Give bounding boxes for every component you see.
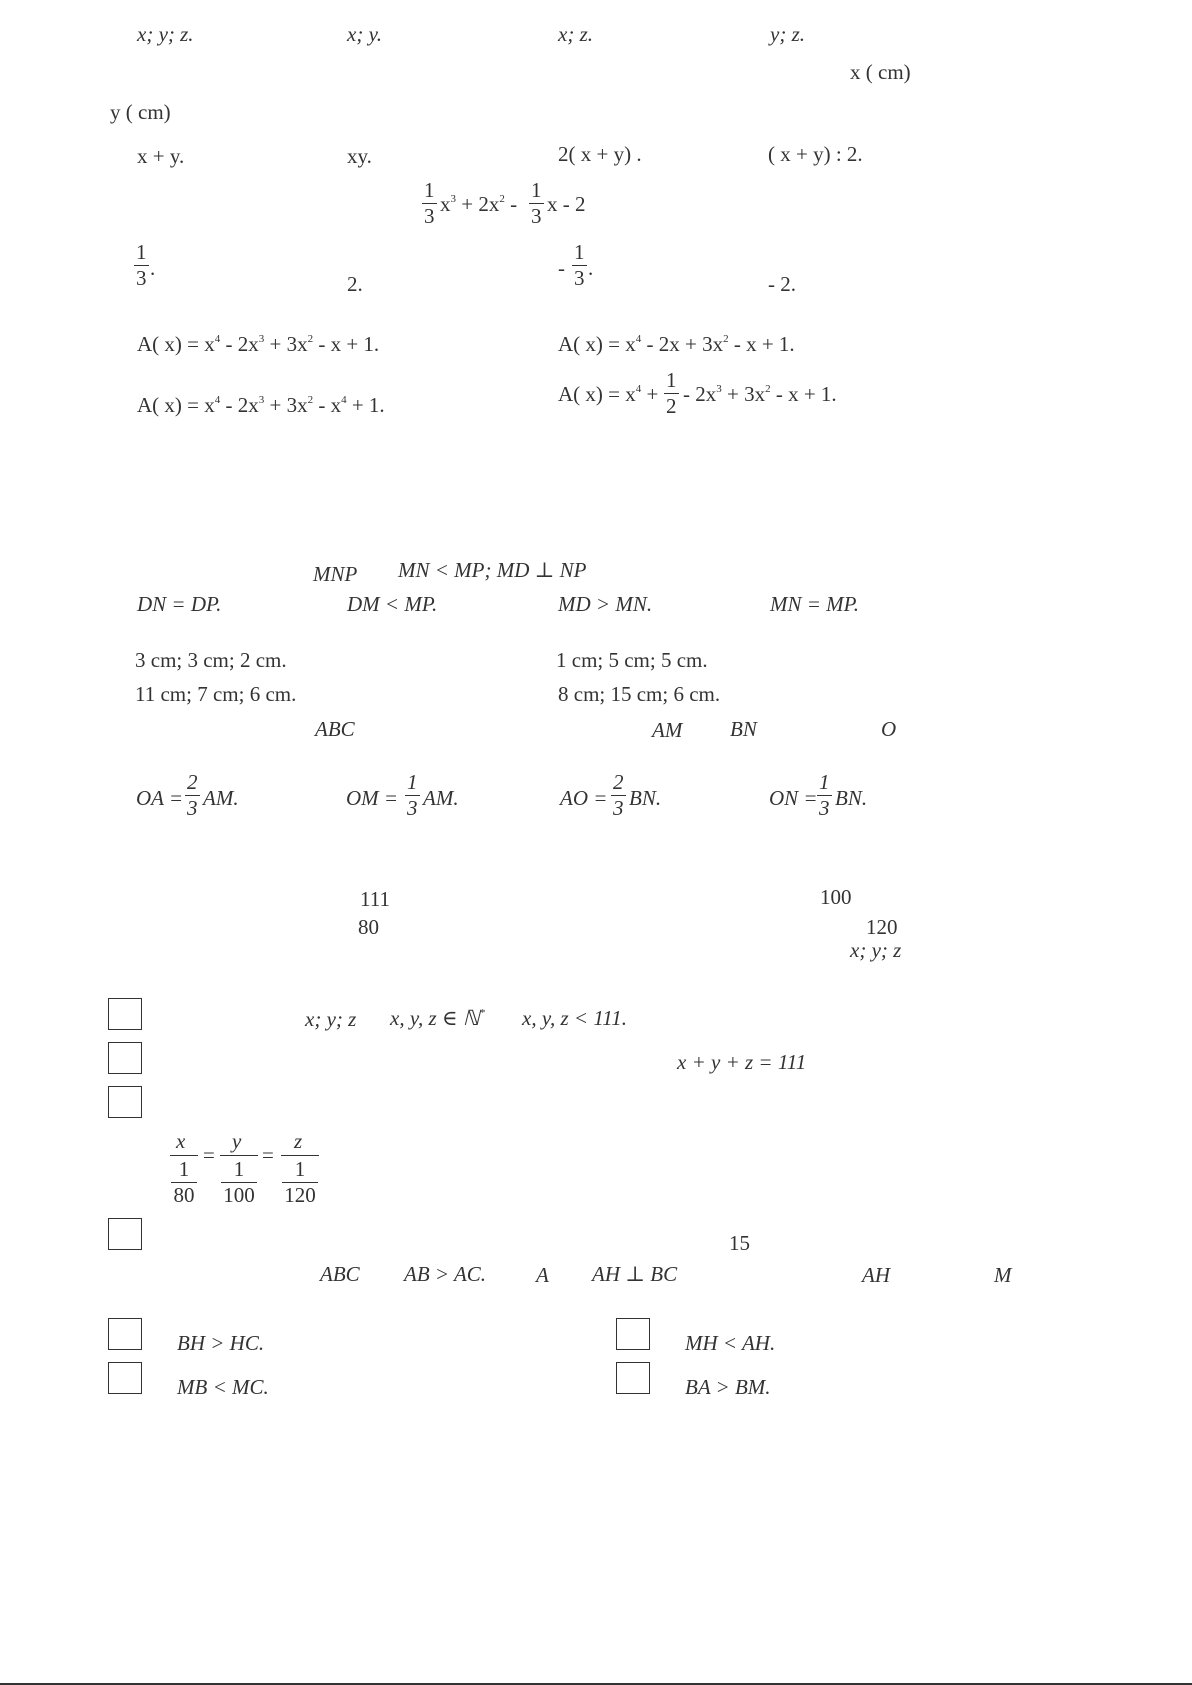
- option-b-text: 1 cm; 5 cm; 5 cm.: [556, 648, 708, 672]
- option-d-expression-start: [558, 384, 658, 405]
- option-a-fraction: [185, 772, 200, 819]
- denominator: 3: [407, 796, 418, 820]
- denominator: 3: [424, 204, 435, 228]
- var-z: z: [294, 1129, 303, 1153]
- option-c-fraction: [572, 242, 587, 289]
- numerator: 2: [613, 770, 624, 794]
- option-d-fraction: [664, 370, 679, 417]
- rect-height-label: y ( cm): [110, 100, 171, 124]
- expr-part: A( x) = x: [137, 332, 215, 356]
- exponent: 2: [307, 394, 314, 406]
- poly-part: -: [504, 192, 518, 216]
- number-value: 111: [360, 887, 390, 911]
- exponent: 2: [499, 193, 505, 205]
- option-d-text: ( x + y) : 2.: [768, 142, 863, 166]
- numerator: 1: [531, 178, 542, 202]
- median-label: BN: [730, 717, 757, 741]
- fraction: [171, 1159, 197, 1206]
- equals-sign: =: [262, 1143, 274, 1167]
- triangle-condition: MN < MP; MD ⊥ NP: [398, 558, 587, 582]
- numerator: 1: [171, 1159, 197, 1183]
- expr-part: - x: [313, 393, 342, 417]
- statement-d: BA > BM.: [685, 1375, 771, 1399]
- answer-checkbox[interactable]: [108, 1042, 142, 1074]
- vertex-label: A: [536, 1263, 549, 1287]
- answer-checkbox[interactable]: [108, 1318, 142, 1350]
- option-d-text: - 2.: [768, 272, 796, 296]
- expr-part: - 2x: [220, 332, 259, 356]
- option-a-pre: OA =: [136, 786, 184, 810]
- exponent: 4: [635, 383, 642, 395]
- triangle-name: ABC: [315, 717, 355, 741]
- numerator: 1: [819, 770, 830, 794]
- option-c-fraction: [611, 772, 626, 819]
- option-d-text: y; z.: [770, 22, 805, 46]
- statement-a: BH > HC.: [177, 1331, 265, 1355]
- exponent: 2: [765, 383, 771, 395]
- option-d-text: 8 cm; 15 cm; 6 cm.: [558, 682, 721, 706]
- exponent: 3: [450, 193, 456, 205]
- option-c-text: 2( x + y) .: [558, 142, 642, 166]
- expr-part: - x + 1.: [728, 332, 795, 356]
- option-c-pre: AO =: [560, 786, 608, 810]
- number-value: 80: [358, 915, 379, 939]
- statement-c: MB < MC.: [177, 1375, 269, 1399]
- poly-part: x: [440, 192, 451, 216]
- exponent: 2: [723, 333, 729, 345]
- denominator: 3: [187, 796, 198, 820]
- expr-part: + 3x: [264, 393, 308, 417]
- option-a-fraction: [134, 242, 149, 289]
- option-d-expression-end: [683, 384, 837, 405]
- numerator: 2: [187, 770, 198, 794]
- option-a-text: DN = DP.: [137, 592, 222, 616]
- option-a-post: AM.: [203, 786, 239, 810]
- numerator: 1: [666, 368, 677, 392]
- expr-part: - 2x: [683, 382, 717, 406]
- point-label: M: [994, 1263, 1012, 1287]
- exponent: 4: [341, 394, 347, 406]
- expr-part: A( x) = x: [137, 393, 215, 417]
- denominator: 3: [531, 204, 542, 228]
- expr-part: - 2x: [220, 393, 259, 417]
- number-value: 120: [866, 915, 898, 939]
- option-c-text: 11 cm; 7 cm; 6 cm.: [135, 682, 297, 706]
- option-c-text: x; z.: [558, 22, 593, 46]
- poly-part: + 2x: [456, 192, 500, 216]
- exponent: 4: [214, 333, 221, 345]
- denominator: 3: [819, 796, 830, 820]
- exponent: 3: [258, 333, 265, 345]
- variables-label: x; y; z: [850, 938, 902, 962]
- number-value: 100: [820, 885, 852, 909]
- answer-checkbox[interactable]: [108, 998, 142, 1030]
- altitude-condition: AH ⊥ BC: [592, 1262, 678, 1286]
- denominator: 3: [574, 266, 585, 290]
- option-a-text: x + y.: [137, 144, 185, 168]
- option-b-text: x; y.: [347, 22, 382, 46]
- option-a-text: 3 cm; 3 cm; 2 cm.: [135, 648, 287, 672]
- expr-part: - x + 1.: [770, 382, 837, 406]
- option-d-fraction: [817, 772, 832, 819]
- option-c-post: BN.: [629, 786, 662, 810]
- statement-set: [390, 1008, 485, 1029]
- fraction: [221, 1159, 257, 1206]
- expr-part: + 3x: [264, 332, 308, 356]
- altitude-label: AH: [862, 1263, 890, 1287]
- numerator: 1: [407, 770, 418, 794]
- denominator: 80: [173, 1183, 195, 1207]
- option-c-text: MD > MN.: [558, 592, 653, 616]
- fraction: [529, 180, 544, 227]
- numerator: 1: [424, 178, 435, 202]
- answer-checkbox[interactable]: [108, 1362, 142, 1394]
- exponent: 2: [307, 333, 314, 345]
- statement-b: MH < AH.: [685, 1331, 776, 1355]
- poly-term: x - 2: [547, 192, 586, 216]
- set-superscript: *: [479, 1007, 486, 1019]
- poly-term: [440, 194, 517, 215]
- statement-sum: x + y + z = 111: [677, 1050, 807, 1074]
- var-x: x: [176, 1129, 186, 1153]
- option-c-tail: .: [588, 256, 594, 280]
- triangle-name: ABC: [320, 1262, 360, 1286]
- centroid-label: O: [881, 717, 897, 741]
- numerator: 1: [136, 240, 147, 264]
- option-d-post: BN.: [835, 786, 868, 810]
- expr-part: A( x) = x: [558, 382, 636, 406]
- expr-part: + 1.: [346, 393, 385, 417]
- exponent: 3: [258, 394, 265, 406]
- answer-checkbox[interactable]: [108, 1218, 142, 1250]
- option-b-text: DM < MP.: [347, 592, 438, 616]
- option-b-expression: [558, 334, 795, 355]
- option-b-text: 2.: [347, 272, 363, 296]
- triangle-name: MNP: [313, 562, 358, 586]
- option-a-expression: [137, 334, 379, 355]
- expr-part: A( x) = x: [558, 332, 636, 356]
- denominator: 3: [136, 266, 147, 290]
- fraction: [282, 1159, 318, 1206]
- option-b-pre: OM =: [346, 786, 399, 810]
- triangle-condition: AB > AC.: [404, 1262, 487, 1286]
- option-a-text: x; y; z.: [137, 22, 194, 46]
- option-d-text: MN = MP.: [770, 592, 860, 616]
- answer-checkbox[interactable]: [616, 1318, 650, 1350]
- points-value: 15: [729, 1231, 750, 1255]
- median-label: AM: [652, 718, 683, 742]
- statement-vars: x; y; z: [305, 1007, 357, 1031]
- denominator: 2: [666, 394, 677, 418]
- option-b-fraction: [405, 772, 420, 819]
- expr-part: - 2x + 3x: [641, 332, 724, 356]
- numerator: 1: [282, 1159, 318, 1183]
- exponent: 4: [214, 394, 221, 406]
- exponent: 3: [716, 383, 722, 395]
- denominator: 120: [284, 1183, 316, 1207]
- expr-part: +: [641, 382, 659, 406]
- rect-width-label: x ( cm): [850, 60, 911, 84]
- set-text: x, y, z ∈ ℕ: [390, 1006, 480, 1030]
- fraction: [422, 180, 437, 227]
- numerator: 1: [574, 240, 585, 264]
- numerator: 1: [221, 1159, 257, 1183]
- equals-sign: =: [203, 1143, 215, 1167]
- option-d-pre: ON =: [769, 786, 818, 810]
- statement-bound: x, y, z < 111.: [522, 1006, 627, 1030]
- option-c-sign: -: [558, 256, 565, 280]
- var-y: y: [232, 1129, 242, 1153]
- option-a-tail: .: [150, 256, 156, 280]
- expr-part: - x + 1.: [313, 332, 380, 356]
- option-b-post: AM.: [423, 786, 459, 810]
- denominator: 3: [613, 796, 624, 820]
- expr-part: + 3x: [721, 382, 766, 406]
- answer-checkbox[interactable]: [108, 1086, 142, 1118]
- option-b-text: xy.: [347, 144, 372, 168]
- exponent: 4: [635, 333, 642, 345]
- option-c-expression: [137, 395, 385, 416]
- denominator: 100: [223, 1183, 255, 1207]
- answer-checkbox[interactable]: [616, 1362, 650, 1394]
